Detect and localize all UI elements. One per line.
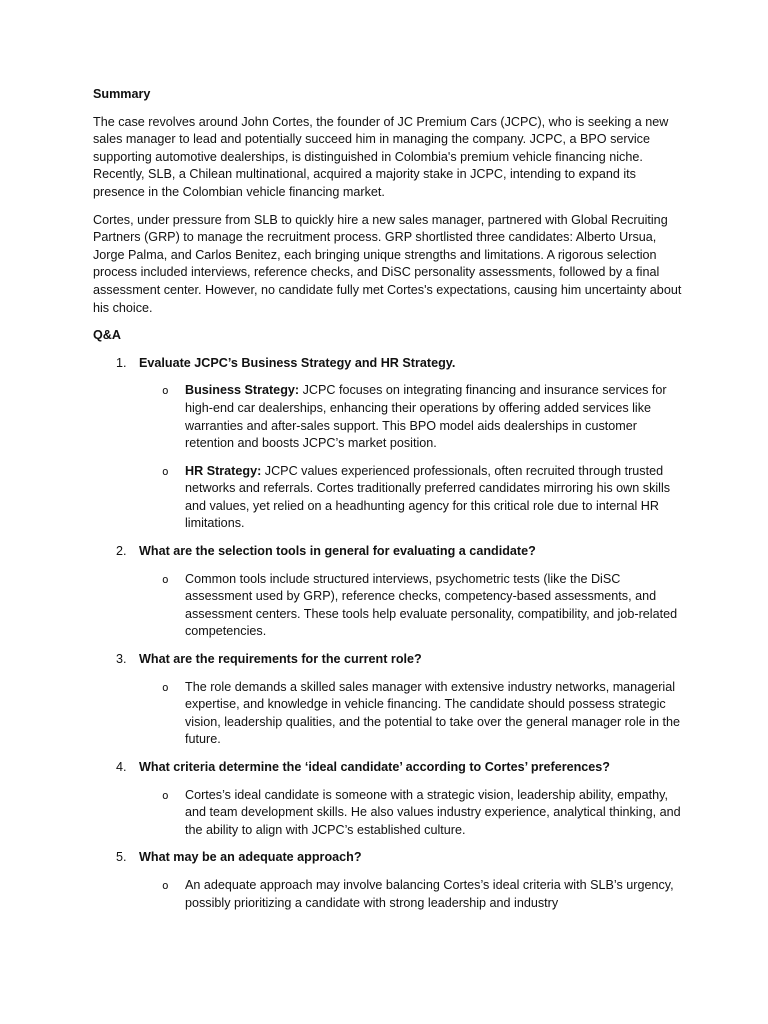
answer-item (93, 787, 683, 840)
question-4 (93, 759, 683, 777)
question-1 (93, 355, 683, 373)
answer-text: The role demands a skilled sales manager with extensive industry networks, managerial expertise, and knowledge in vehicle financing. The candidate should possess strategic vision, leadership qualities, and the potential to take over the general manager role in the future. (185, 679, 680, 747)
question-2 (93, 543, 683, 561)
answer-list (93, 382, 683, 533)
question-3 (93, 651, 683, 669)
question-number: 1. (116, 355, 127, 370)
answer-text: An adequate approach may involve balancing Cortes’s ideal criteria with SLB’s urgency, possibly prioritizing a candidate with strong leadership and industry (185, 877, 674, 910)
question-5 (93, 849, 683, 867)
qa-heading: Q&A (93, 328, 121, 343)
summary-paragraph-2: Cortes, under pressure from SLB to quickly hire a new sales manager, partnered with Global Recruiting Partners (GRP) to manage the recruitment process. GRP shortlisted three candidates: Alberto Ursua, Jorge Palma, and Carlos Benitez, each bringing unique strengths and limitations. A rigorous selection process included interviews, reference checks, and DiSC personality assessments, followed by a final assessment center. However, no candidate fully met Cortes's expectations, causing him uncertainty about his choice. (93, 212, 682, 315)
qa-item-1 (93, 355, 683, 533)
answer-item (93, 382, 683, 452)
question-text: What criteria determine the ‘ideal candidate’ according to Cortes’ preferences? (139, 760, 611, 774)
answer-list (93, 679, 683, 749)
question-number: 2. (116, 544, 127, 559)
answer-item (93, 877, 683, 912)
bullet-icon: o (162, 788, 169, 802)
qa-list (93, 355, 683, 912)
answer-lead: Business Strategy: (185, 383, 300, 398)
bullet-icon: o (162, 572, 169, 586)
bullet-icon: o (162, 680, 169, 694)
bullet-icon: o (162, 878, 169, 892)
qa-item-4 (93, 759, 683, 839)
question-number: 3. (116, 652, 127, 667)
summary-heading: Summary (93, 87, 151, 101)
question-number: 4. (116, 760, 127, 774)
question-text: What are the requirements for the current role? (139, 652, 422, 667)
answer-text: JCPC values experienced professionals, often recruited through trusted networks and referrals. Cortes traditionally preferred candidates mirroring his own skills and values, yet relied on a headhunting agency for this critical role due to internal HR limitations. (185, 463, 671, 531)
bullet-icon: o (162, 464, 169, 478)
summary-paragraph-1: The case revolves around John Cortes, the founder of JC Premium Cars (JCPC), who is seeking a new sales manager to lead and potentially succeed him in managing the company. JCPC, a BPO service supporting automotive dealerships, is distinguished in Colombia's premium vehicle financing niche. Recently, SLB, a Chilean multinational, acquired a majority stake in JCPC, intending to expand its presence in the Colombian vehicle financing market. (93, 114, 669, 199)
answer-lead: HR Strategy: (185, 463, 262, 478)
bullet-icon: o (162, 384, 169, 398)
question-text: What are the selection tools in general for evaluating a candidate? (139, 544, 536, 559)
answer-list (93, 787, 683, 840)
qa-item-2 (93, 543, 683, 641)
answer-item (93, 679, 683, 749)
qa-item-5 (93, 849, 683, 912)
answer-list (93, 877, 683, 912)
answer-text: Cortes’s ideal candidate is someone with a strategic vision, leadership ability, empathy, and team development skills. He also values industry experience, analytical thinking, and the ability to align with JCPC’s established culture. (185, 787, 681, 837)
answer-text: Common tools include structured interviews, psychometric tests (like the DiSC assessment used by GRP), reference checks, competency-based assessments, and assessment centers. These tools help evaluate personality, compatibility, and job-related competencies. (185, 571, 678, 639)
qa-item-3 (93, 651, 683, 749)
answer-item (93, 571, 683, 641)
question-text: What may be an adequate approach? (139, 850, 362, 865)
answer-list (93, 571, 683, 641)
question-number: 5. (116, 850, 127, 865)
question-text: Evaluate JCPC’s Business Strategy and HR Strategy. (139, 355, 456, 370)
answer-text: JCPC focuses on integrating financing and insurance services for high-end car dealerships, enhancing their operations by offering added services like warranties and after-sales support. This BPO model aids dealerships in customer retention and boosts JCPC’s market position. (185, 383, 667, 451)
document-page (93, 86, 683, 922)
answer-item (93, 463, 683, 533)
